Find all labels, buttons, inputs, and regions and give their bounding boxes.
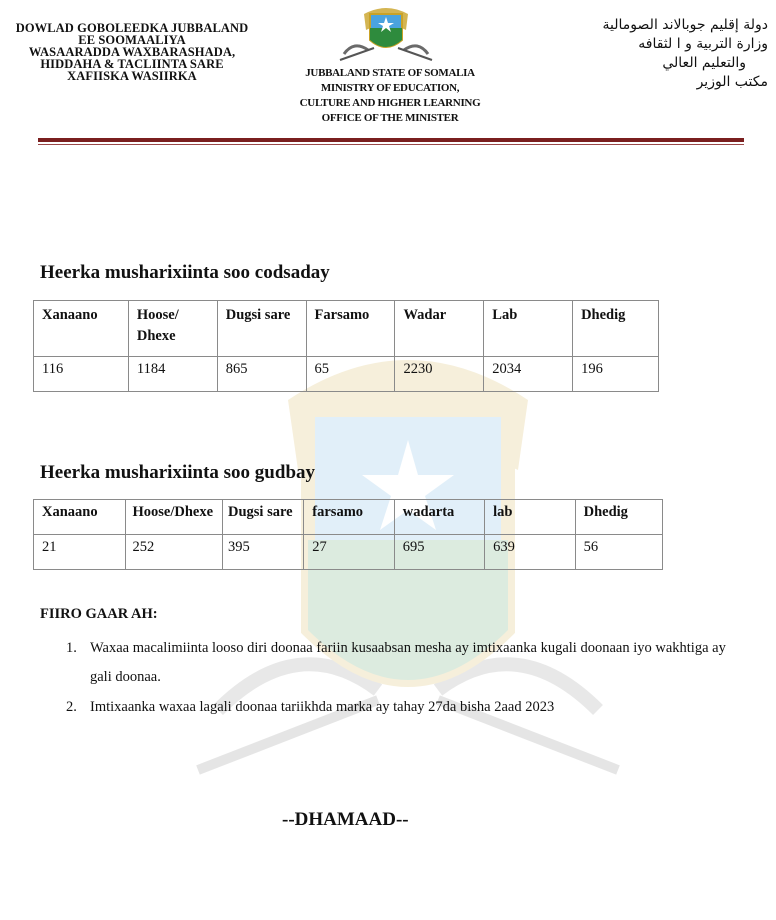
- table-cell: 639: [485, 535, 575, 570]
- table-cell: 1184: [128, 357, 217, 392]
- table-header-cell: Xanaano: [34, 301, 129, 357]
- table-header-cell: farsamo: [304, 500, 394, 535]
- document-end-marker: --DHAMAAD--: [282, 809, 409, 830]
- applicants-table: [33, 300, 659, 392]
- table-cell: 56: [575, 535, 662, 570]
- table-header-cell: Hoose/Dhexe: [126, 500, 223, 535]
- table-header-cell: Hoose/ Dhexe: [128, 301, 217, 357]
- table-cell: 2230: [395, 357, 484, 392]
- table-cell: 395: [223, 535, 304, 570]
- letterhead-center-line: JUBBALAND STATE OF SOMALIA: [305, 67, 475, 79]
- table-cell: 27: [304, 535, 394, 570]
- note-text: Imtixaanka waxaa lagali doonaa tariikhda marka ay tahay 27da bisha 2aad 2023: [90, 699, 555, 715]
- header-divider: [38, 138, 744, 142]
- table-row: [34, 357, 659, 392]
- table-cell: 65: [306, 357, 395, 392]
- letterhead-center-line: OFFICE OF THE MINISTER: [321, 112, 459, 124]
- letterhead-right-line: والتعليم العالي: [662, 55, 746, 71]
- table-cell: 196: [573, 357, 659, 392]
- header-divider-thin: [38, 144, 744, 145]
- table-header-row: [34, 500, 663, 535]
- table-header-row: [34, 301, 659, 357]
- table2-title: Heerka musharixiinta soo gudbay: [40, 462, 316, 483]
- table-header-cell: Wadar: [395, 301, 484, 357]
- letterhead-somali: [0, 22, 268, 82]
- table-header-cell: Farsamo: [306, 301, 395, 357]
- letterhead-left-line: WASAARADDA WAXBARASHADA,: [28, 45, 236, 59]
- table-cell: 116: [34, 357, 129, 392]
- table-header-cell: Dhedig: [573, 301, 659, 357]
- note-number: 1.: [66, 640, 77, 656]
- table-header-cell: lab: [485, 500, 575, 535]
- letterhead-left-line: EE SOOMAALIYA: [78, 33, 186, 47]
- letterhead-left-line: XAFIISKA WASIIRKA: [67, 69, 197, 83]
- notes-title: FIIRO GAAR AH:: [40, 606, 158, 622]
- passed-table: [33, 499, 663, 570]
- letterhead-english: [286, 66, 494, 126]
- table1-title: Heerka musharixiinta soo codsaday: [40, 262, 330, 283]
- letterhead-arabic: [508, 16, 768, 92]
- letterhead-right-line: مكتب الوزير: [696, 74, 768, 90]
- letterhead-center-line: MINISTRY OF EDUCATION,: [320, 82, 460, 94]
- table-header-cell: Xanaano: [34, 500, 126, 535]
- letterhead-right-line: وزارة التربية و ا لثقافه: [638, 36, 768, 52]
- letterhead-right-line: دولة إقليم جوبالاند الصومالية: [602, 17, 768, 33]
- letterhead-center-line: CULTURE AND HIGHER LEARNING: [299, 97, 481, 109]
- table-cell: 695: [394, 535, 484, 570]
- table-header-cell: wadarta: [394, 500, 484, 535]
- note-text: Waxaa macalimiinta looso diri doonaa fariin kusaabsan mesha ay imtixaanka kugali doonaan iyo wakhtiga ay gali doonaa.: [90, 640, 726, 685]
- letterhead-left-line: DOWLAD GOBOLEEDKA JUBBALAND: [15, 21, 249, 35]
- table-header-cell: Dugsi sare: [223, 500, 304, 535]
- note-number: 2.: [66, 699, 77, 715]
- table-cell: 865: [217, 357, 306, 392]
- table-cell: 21: [34, 535, 126, 570]
- table-header-cell: Dhedig: [575, 500, 662, 535]
- table-cell: 2034: [484, 357, 573, 392]
- table-cell: 252: [126, 535, 223, 570]
- table-row: [34, 535, 663, 570]
- jubbaland-emblem-icon: [334, 0, 438, 64]
- letterhead-left-line: HIDDAHA & TACLIINTA SARE: [40, 57, 224, 71]
- table-header-cell: Lab: [484, 301, 573, 357]
- table-header-cell: Dugsi sare: [217, 301, 306, 357]
